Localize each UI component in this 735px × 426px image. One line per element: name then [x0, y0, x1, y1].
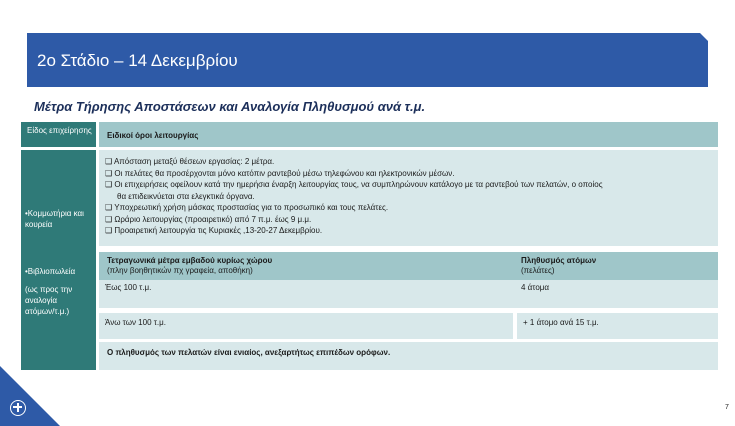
corner-decoration	[0, 366, 60, 426]
page-number: 7	[725, 404, 729, 411]
table-row	[99, 280, 718, 308]
row-area: Έως 100 τ.μ.	[105, 283, 152, 292]
slide-subtitle: Μέτρα Τήρησης Αποστάσεων και Αναλογία Πληθυσμού ανά τ.μ.	[34, 99, 426, 114]
area-header-sub: (πλην βοηθητικών πχ γραφεία, αποθήκη)	[107, 266, 253, 275]
rule-item: ❑ Απόσταση μεταξύ θέσεων εργασίας: 2 μέτρα.	[105, 157, 275, 166]
slide-title: 2ο Στάδιο – 14 Δεκεμβρίου	[37, 51, 238, 70]
business-type-column	[21, 150, 96, 370]
row-population: + 1 άτομο ανά 15 τ.μ.	[517, 313, 718, 339]
rule-item: ❑ Οι πελάτες θα προσέρχονται μόνο κατόπιν ραντεβού μέσω τηλεφώνου και ηλεκτρονικών μέσων.	[105, 168, 455, 178]
population-table-header	[99, 252, 718, 280]
side-item-hairdressers: •Κομμωτήρια και κουρεία	[25, 209, 84, 229]
population-header-title: Πληθυσμός ατόμων	[521, 256, 597, 265]
area-header-title: Τετραγωνικά μέτρα εμβαδού κυρίως χώρου	[107, 256, 273, 265]
population-column-header	[521, 256, 596, 276]
title-banner	[27, 33, 708, 87]
rule-item: ❑ Υποχρεωτική χρήση μάσκας προστασίας για το προσωπικό και τους πελάτες.	[105, 203, 389, 212]
side-item-bookstores: •Βιβλιοπωλεία	[25, 267, 76, 276]
row-population: 4 άτομα	[521, 283, 550, 292]
banner-fold	[700, 33, 708, 41]
population-note: Ο πληθυσμός των πελατών είναι ενιαίος, ανεξαρτήτως επιπέδων ορόφων.	[99, 342, 718, 370]
row-area: Άνω των 100 τ.μ.	[99, 313, 513, 339]
rules-list	[99, 150, 718, 246]
rule-item: ❑ Ωράριο λειτουργίας (προαιρετικό) από 7 π.μ. έως 9 μ.μ.	[105, 214, 312, 224]
rule-item-continuation: θα επιδεικνύεται στα ελεγκτικά όργανα.	[117, 191, 255, 201]
rule-item: ❑ Οι επιχειρήσεις οφείλουν κατά την ημερήσια έναρξη λειτουργίας τους, να συμπληρώνουν κατάλογο με τα ραντεβού των πελατών, ο οποίος	[105, 180, 603, 189]
header-business-type: Είδος επιχείρησης	[21, 122, 96, 147]
greek-emblem-icon	[10, 400, 26, 416]
population-header-sub: (πελάτες)	[521, 266, 555, 275]
area-column-header	[107, 256, 272, 276]
header-special-terms: Ειδικοί όροι λειτουργίας	[99, 122, 718, 147]
rule-item: ❑ Προαιρετική λειτουργία τις Κυριακές ,13-20-27 Δεκεμβρίου.	[105, 226, 323, 235]
side-item-note: (ως προς την αναλογία ατόμων/τ.μ.)	[25, 285, 73, 316]
